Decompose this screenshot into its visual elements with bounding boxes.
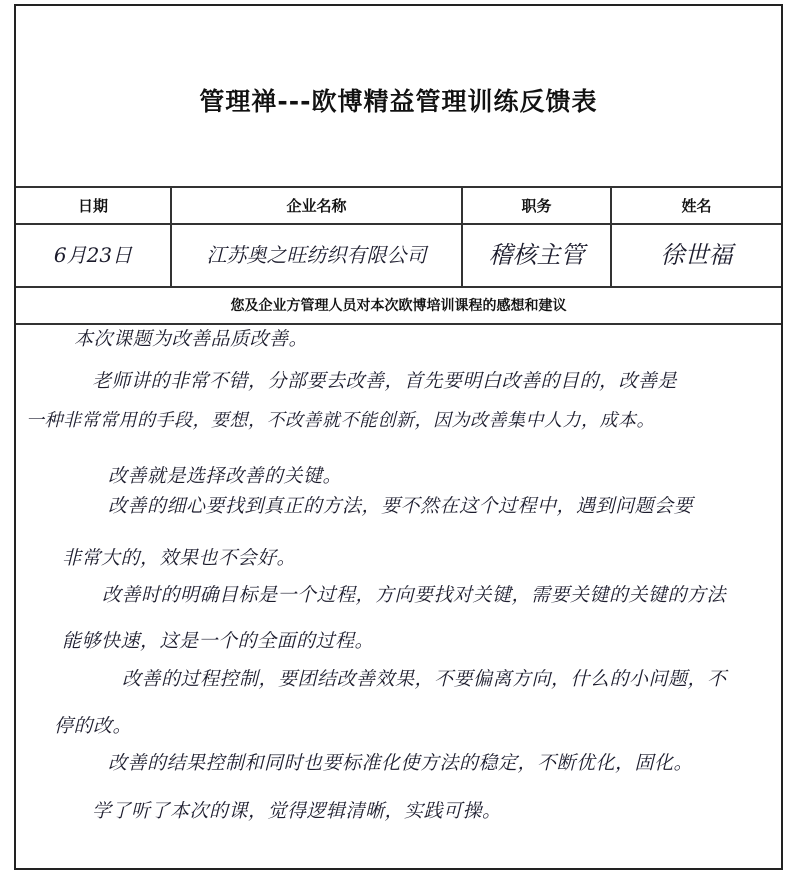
form-title: 管理禅---欧博精益管理训练反馈表 bbox=[199, 87, 598, 116]
feedback-line: 非常大的，效果也不会好。 bbox=[62, 547, 297, 569]
table-top-border bbox=[16, 186, 781, 188]
feedback-form bbox=[14, 4, 783, 870]
header-company: 企业名称 bbox=[286, 197, 347, 215]
feedback-line: 停的改。 bbox=[54, 715, 133, 737]
feedback-line: 学了听了本次的课，觉得逻辑清晰，实践可操。 bbox=[92, 800, 502, 822]
header-name: 姓名 bbox=[681, 197, 712, 215]
feedback-line: 改善时的明确目标是一个过程，方向要找对关键，需要关键的关键的方法 bbox=[102, 584, 727, 606]
feedback-line: 老师讲的非常不错，分部要去改善，首先要明白改善的目的，改善是 bbox=[92, 370, 678, 392]
feedback-line: 改善的结果控制和同时也要标准化使方法的稳定，不断优化，固化。 bbox=[108, 752, 694, 774]
feedback-line: 能够快速，这是一个的全面的过程。 bbox=[62, 630, 375, 652]
feedback-line: 改善的过程控制，要团结改善效果，不要偏离方向，什么的小问题，不 bbox=[122, 668, 727, 690]
header-date: 日期 bbox=[77, 197, 108, 215]
feedback-line: 改善就是选择改善的关键。 bbox=[108, 465, 343, 487]
feedback-line: 一种非常常用的手段，要想，不改善就不能创新，因为改善集中人力，成本。 bbox=[26, 410, 655, 431]
header-row-border bbox=[16, 223, 781, 225]
name-value: 徐世福 bbox=[660, 241, 733, 269]
feedback-line: 改善的细心要找到真正的方法，要不然在这个过程中，遇到问题会要 bbox=[108, 495, 694, 517]
info-row-border bbox=[16, 286, 781, 288]
company-value: 江苏奥之旺纺织有限公司 bbox=[206, 243, 427, 267]
feedback-line: 本次课题为改善品质改善。 bbox=[74, 328, 309, 350]
feedback-heading: 您及企业方管理人员对本次欧博培训课程的感想和建议 bbox=[230, 298, 567, 314]
date-value: 6月23日 bbox=[53, 243, 133, 267]
position-value: 稽核主管 bbox=[488, 241, 585, 269]
header-position: 职务 bbox=[521, 197, 552, 215]
